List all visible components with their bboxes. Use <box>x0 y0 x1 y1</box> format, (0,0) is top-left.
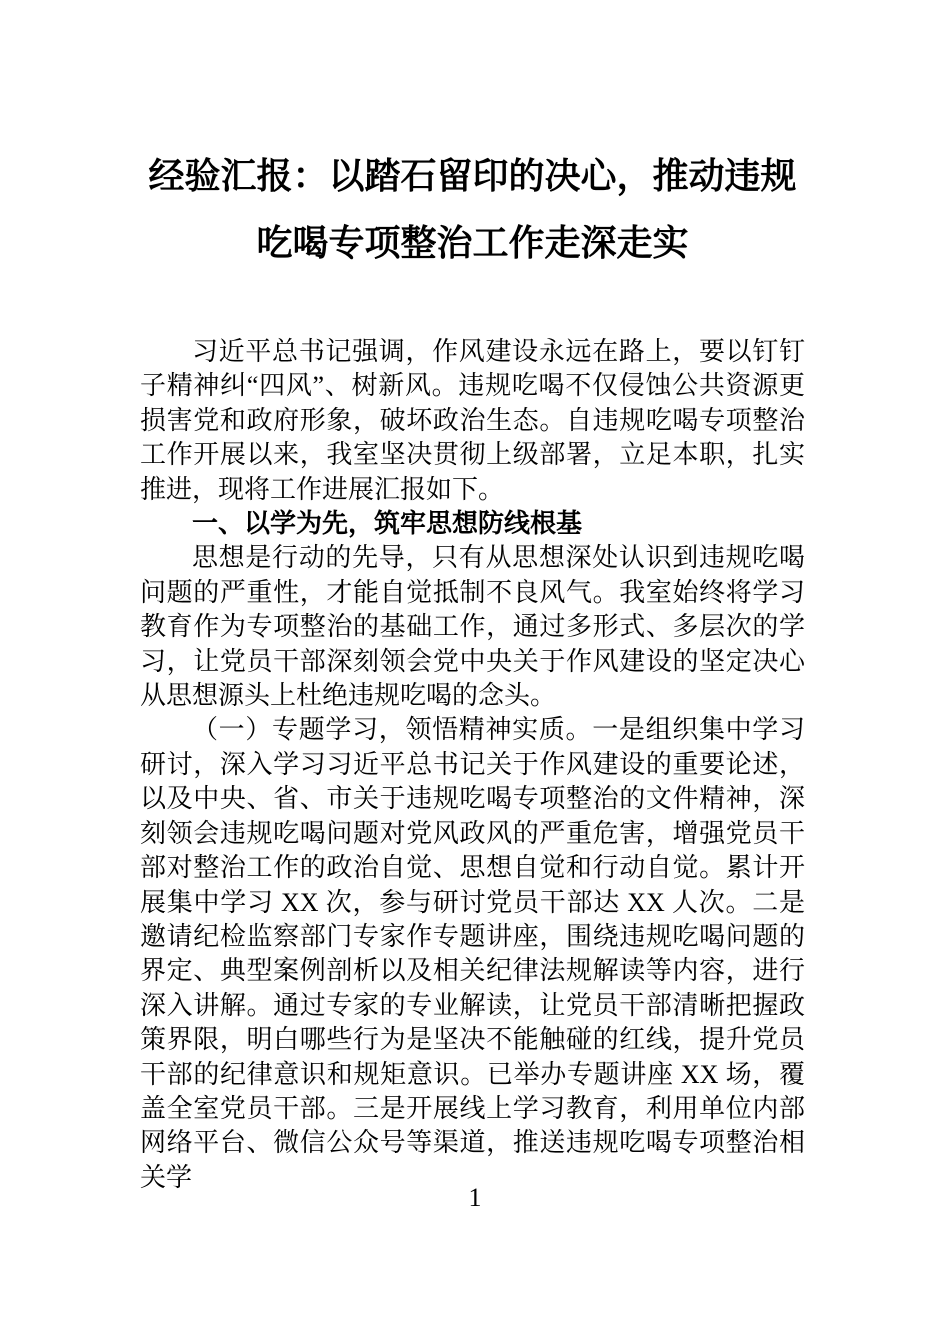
section-heading-1: 一、以学为先，筑牢思想防线根基 <box>192 509 583 539</box>
document-title: 经验汇报：以踏石留印的决心，推动违规吃喝专项整治工作走深走实 <box>148 156 797 263</box>
paragraph-section1-lead: 思想是行动的先导，只有从思想深处认识到违规吃喝问题的严重性，才能自觉抵制不良风气。我室始终将学习教育作为专项整治的基础工作，通过多形式、多层次的学习，让党员干部深刻领会党中央关于作风建设的坚定决心从思想源头上杜绝违规吃喝的念头。 <box>140 543 805 711</box>
paragraph-section1-item1: （一）专题学习，领悟精神实质。一是组织集中学习研讨，深入学习习近平总书记关于作风建设的重要论述，以及中央、省、市关于违规吃喝专项整治的文件精神，深刻领会违规吃喝问题对党风政风的严重危害，增强党员干部对整治工作的政治自觉、思想自觉和行动自觉。累计开展集中学习 XX 次，参与研讨党员干部达 XX 人次。二是邀请纪检监察部门专家作专题讲座，围绕违规吃喝问题的界定、典型案例剖析以及相关纪律法规解读等内容，进行深入讲解。通过专家的专业解读，让党员干部清晰把握政策界限，明白哪些行为是坚决不能触碰的红线，提升党员干部的纪律意识和规矩意识。已举办专题讲座 XX 场，覆盖全室党员干部。三是开展线上学习教育，利用单位内部网络平台、微信公众号等渠道，推送违规吃喝专项整治相关学 <box>140 715 805 1192</box>
page-number: 1 <box>468 1183 482 1212</box>
document-body <box>140 335 805 1195</box>
paragraph-intro: 习近平总书记强调，作风建设永远在路上，要以钉钉子精神纠“四风”、树新风。违规吃喝不仅侵蚀公共资源更损害党和政府形象，破坏政治生态。自违规吃喝专项整治工作开展以来，我室坚决贯彻上级部署，立足本职，扎实推进，现将工作进展汇报如下。 <box>140 337 805 504</box>
